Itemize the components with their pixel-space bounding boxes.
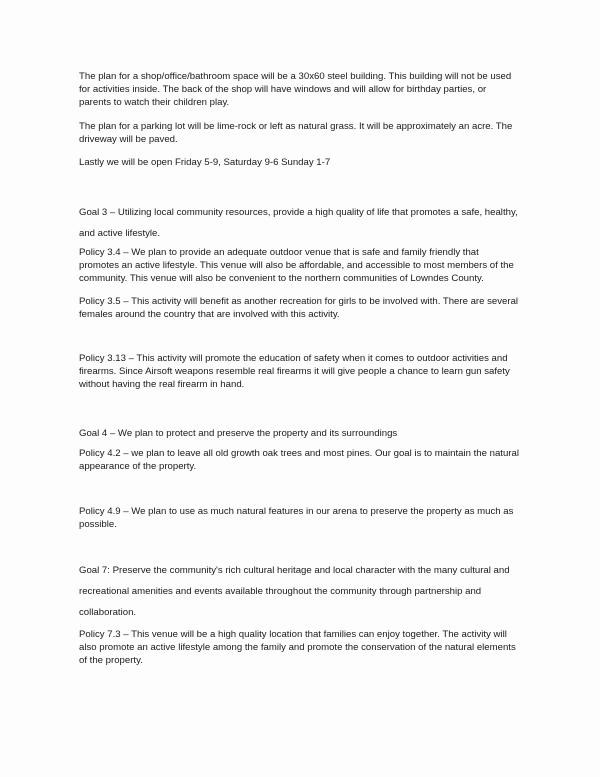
text-line: of the property. <box>79 655 143 666</box>
text-line: Policy 3.13 – This activity will promote the education of safety when it comes to outdoor activities and <box>79 353 508 364</box>
text-line: Goal 4 – We plan to protect and preserve the property and its surroundings <box>79 428 398 439</box>
paragraph-hours <box>79 156 539 169</box>
text-line: females around the country that are involved with this activity. <box>79 309 340 320</box>
text-line: possible. <box>79 519 117 530</box>
text-line: parents to watch their children play. <box>79 97 230 108</box>
text-line: The plan for a parking lot will be lime-rock or left as natural grass. It will be approximately an acre. The <box>79 121 513 132</box>
text-line: promotes an active lifestyle. This venue will also be affordable, and accessible to most members of the <box>79 260 514 271</box>
text-line: Policy 7.3 – This venue will be a high quality location that families can enjoy together. The activity will <box>79 629 507 640</box>
goal-4 <box>79 427 539 440</box>
text-line: Policy 4.2 – we plan to leave all old growth oak trees and most pines. Our goal is to maintain the natural <box>79 448 519 459</box>
text-line: Policy 3.5 – This activity will benefit as another recreation for girls to be involved with. There are several <box>79 296 519 307</box>
goal-3 <box>79 202 539 244</box>
text-line: without having the real firearm in hand. <box>79 379 245 390</box>
text-line: collaboration. <box>79 607 137 618</box>
text-line: appearance of the property. <box>79 461 197 472</box>
text-line: also promote an active lifestyle among the family and promote the conservation of the natural elements <box>79 642 516 653</box>
paragraph-shop-plan <box>79 70 539 109</box>
policy-3-13 <box>79 352 539 391</box>
paragraph-parking-plan <box>79 120 539 146</box>
text-line: for activities inside. The back of the shop will have windows and will allow for birthday parties, or <box>79 84 487 95</box>
text-line: The plan for a shop/office/bathroom space will be a 30x60 steel building. This building will not be used <box>79 71 512 82</box>
policy-7-3 <box>79 628 539 667</box>
text-line: driveway will be paved. <box>79 134 178 145</box>
policy-4-9 <box>79 505 539 531</box>
text-line: Goal 3 – Utilizing local community resources, provide a high quality of life that promotes a safe, healthy, <box>79 207 518 218</box>
text-line: community. This venue will also be convenient to the northern communities of Lowndes County. <box>79 273 484 284</box>
text-line: Lastly we will be open Friday 5-9, Saturday 9-6 Sunday 1-7 <box>79 157 331 168</box>
text-line: and active lifestyle. <box>79 228 161 239</box>
policy-3-5 <box>79 295 539 321</box>
text-line: Policy 3.4 – We plan to provide an adequate outdoor venue that is safe and family friendly that <box>79 247 479 258</box>
policy-3-4 <box>79 246 539 285</box>
text-line: Policy 4.9 – We plan to use as much natural features in our arena to preserve the property as much as <box>79 506 514 517</box>
goal-7 <box>79 560 539 623</box>
text-line: firearms. Since Airsoft weapons resemble real firearms it will give people a chance to learn gun safety <box>79 366 510 377</box>
policy-4-2 <box>79 447 539 473</box>
text-line: recreational amenities and events available throughout the community through partnership and <box>79 586 482 597</box>
text-line: Goal 7: Preserve the community's rich cultural heritage and local character with the many cultural and <box>79 565 510 576</box>
